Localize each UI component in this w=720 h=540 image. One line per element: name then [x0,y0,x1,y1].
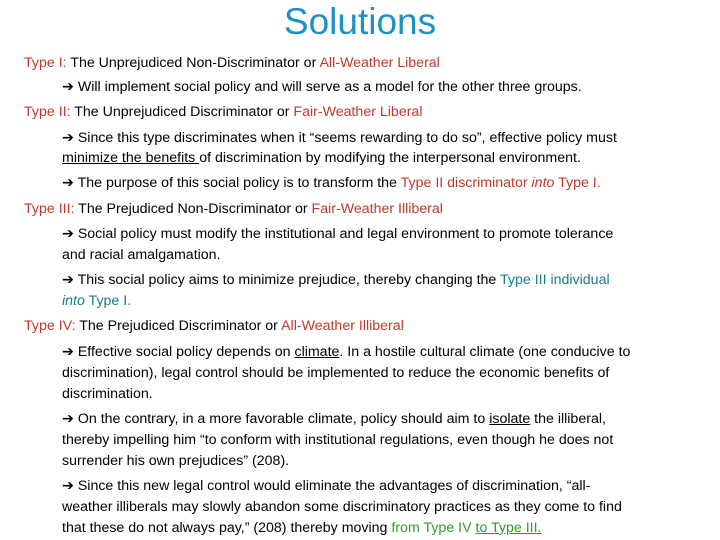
emphasis-text: climate [294,344,340,360]
type-3-category: Fair-Weather Illiberal [311,201,443,217]
emphasis-text: isolate [489,411,531,427]
from-type-4: from Type IV [391,520,476,536]
type-3-bullet-1-text: Social policy must modify the institutional and legal environment to promote tolerance [73,226,614,242]
type-4-bullet-1-cont: discrimination), legal control should be implemented to reduce the economic benefits of [62,365,610,381]
type-4-category: All-Weather Illiberal [281,318,404,334]
type-2-category: Fair-Weather Liberal [293,104,423,120]
type-1-heading [24,53,440,73]
type-2-bullet-1-text: Since this type discriminates when it “seems rewarding to do so”, effective policy must [73,130,617,146]
arrow-icon: ➔ [62,344,74,360]
type-4-bullet-3-cont: weather illiberals may slowly abandon some discriminatory practices as they come to find [62,499,622,515]
type-2-ref: Type II discriminator [400,175,532,191]
type-2-bullet-1-cont [62,148,581,168]
type-4-bullet-1-cont: discrimination. [62,386,153,402]
type-3-bullet-2 [62,270,610,290]
type-4-bullet-2-text: On the contrary, in a more favorable climate, policy should aim to [73,411,490,427]
type-4-bullet-2-text-end: the illiberal, [530,411,606,427]
arrow-icon: ➔ [62,79,74,95]
type-4-bullet-3 [62,476,590,496]
type-1-label: Type I: [24,55,67,71]
type-4-label: Type IV: [24,318,76,334]
emphasis-text: minimize the benefits [62,150,200,166]
into-text: into [531,175,555,191]
type-4-bullet-3-cont [62,518,541,538]
type-3-bullet-1 [62,224,613,244]
type-1-bullet-text: Will implement social policy and will serve as a model for the other three groups. [73,79,582,95]
type-4-bullet-1-text: Effective social policy depends on [73,344,295,360]
type-2-heading [24,102,422,122]
type-3-bullet-1-cont: and racial amalgamation. [62,247,221,263]
arrow-icon: ➔ [62,478,74,494]
type-4-bullet-2-cont: thereby impelling him “to conform with institutional regulations, even though he does not [62,432,614,448]
arrow-icon: ➔ [62,411,74,427]
type-4-heading [24,316,404,336]
type-4-bullet-3-text: Since this new legal control would eliminate the advantages of discrimination, “all- [73,478,591,494]
type-2-bullet-2-text: The purpose of this social policy is to transform the [73,175,401,191]
type-2-bullet-2 [62,173,601,193]
type-3-name: The Prejudiced Non-Discriminator or [74,201,312,217]
type-2-label: Type II: [24,104,71,120]
arrow-icon: ➔ [62,175,74,191]
type-4-name: The Prejudiced Discriminator or [75,318,282,334]
type-1-bullet [62,77,582,97]
type-3-ref: Type III individual [500,272,610,288]
type-4-bullet-1 [62,342,630,362]
type-3-bullet-2-cont [62,291,131,311]
type-4-bullet-3-text-end: that these do not always pay,” (208) thereby moving [62,520,392,536]
type-2-name: The Unprejudiced Discriminator or [70,104,294,120]
type-1-category: All-Weather Liberal [319,55,440,71]
arrow-icon: ➔ [62,272,74,288]
type-4-bullet-2-cont: surrender his own prejudices” (208). [62,453,290,469]
type-1-ref: Type I. [84,293,132,309]
arrow-icon: ➔ [62,130,74,146]
arrow-icon: ➔ [62,226,74,242]
type-4-bullet-2 [62,409,606,429]
type-4-bullet-1-text-end: . In a hostile cultural climate (one conducive to [339,344,631,360]
type-3-heading [24,199,443,219]
type-1-ref: Type I. [554,175,601,191]
type-3-label: Type III: [24,201,75,217]
into-text: into [62,293,85,309]
type-2-bullet-1-text-cont: of discrimination by modifying the interpersonal environment. [199,150,581,166]
to-type-3: to Type III. [475,520,542,536]
page-title: Solutions [283,1,437,42]
type-1-name: The Unprejudiced Non-Discriminator or [66,55,320,71]
type-2-bullet-1 [62,128,617,148]
type-3-bullet-2-text: This social policy aims to minimize prejudice, thereby changing the [73,272,500,288]
